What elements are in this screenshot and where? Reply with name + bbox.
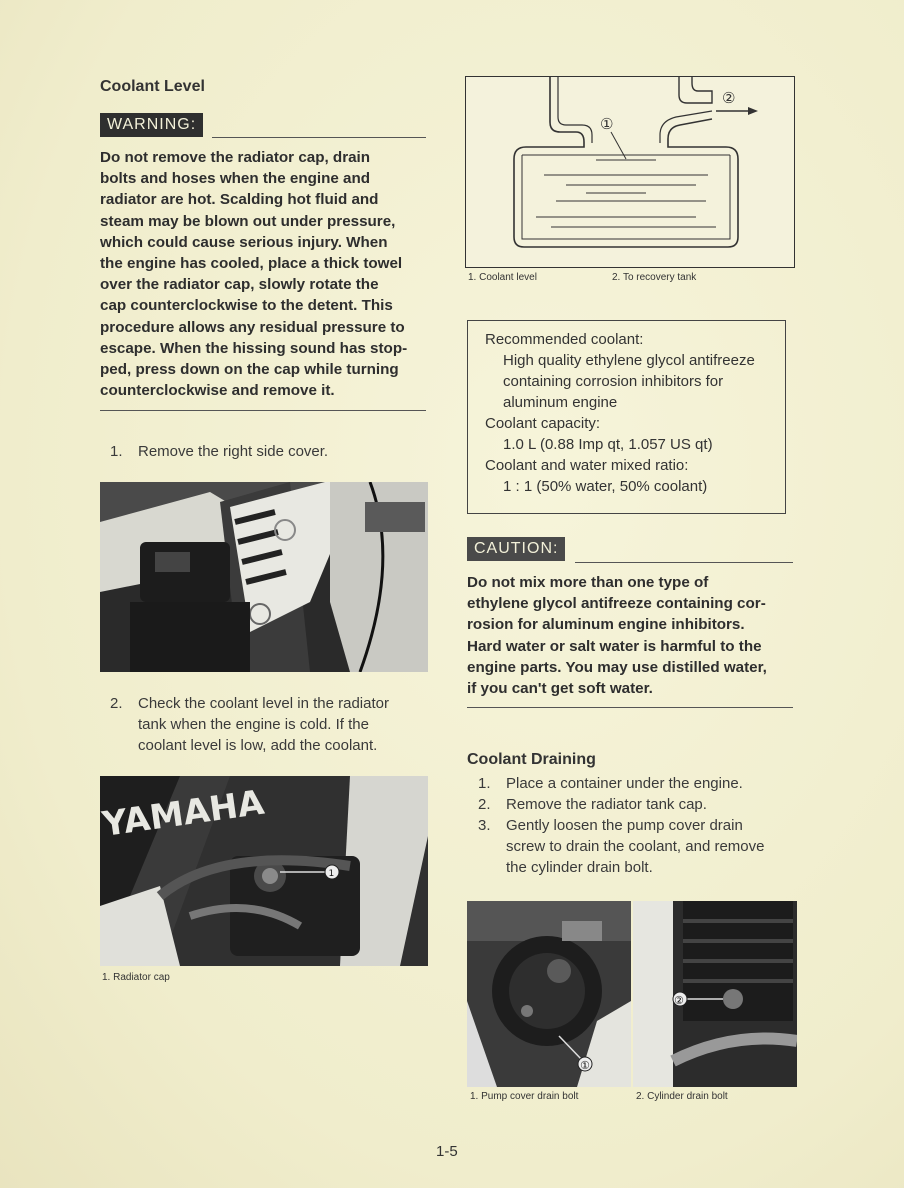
warning-line: the engine has cooled, place a thick towel — [100, 255, 403, 273]
right-side-cover-image — [100, 482, 428, 672]
coolant-level-step-1 — [110, 441, 440, 462]
radiator-cap-photo — [100, 776, 428, 966]
cylinder-drain-photo — [633, 901, 797, 1087]
spec-line: containing corrosion inhibitors for — [503, 373, 724, 390]
coolant-spec-box — [467, 320, 786, 514]
warning-line: counterclockwise and remove it. — [100, 382, 335, 400]
coolant-level-callout: ① — [600, 115, 614, 133]
right-side-cover-photo — [100, 482, 428, 672]
step-number: 2. — [478, 796, 491, 813]
yamaha-logo-text: YAMAHA — [100, 782, 267, 845]
caution-line: Do not mix more than one type of — [467, 574, 709, 591]
step-text-line: Gently loosen the pump cover drain — [506, 817, 743, 834]
pump-cover-image — [467, 901, 631, 1087]
coolant-level-title: Coolant Level — [100, 78, 205, 95]
caution-bottom-rule — [467, 707, 793, 708]
step-item — [110, 441, 440, 462]
caution-line: if you can't get soft water. — [467, 680, 653, 698]
radiator-cap-callout: 1 — [328, 869, 335, 879]
coolant-level-step-2 — [110, 693, 440, 756]
coolant-tank-drawing — [466, 77, 794, 267]
caution-label: CAUTION: — [467, 537, 565, 561]
step-text — [506, 815, 808, 878]
draining-caption-2: 2. Cylinder drain bolt — [636, 1091, 728, 1102]
step-text-line: tank when the engine is cold. If the — [138, 716, 369, 733]
step-text — [138, 441, 440, 462]
step-item — [478, 794, 808, 815]
radiator-cap-image — [100, 776, 428, 966]
warning-line: steam may be blown out under pressure, — [100, 212, 396, 230]
caution-top-rule — [575, 562, 793, 563]
caution-line: rosion for aluminum engine inhibitors. — [467, 616, 745, 634]
step-text-line: Remove the radiator tank cap. — [506, 796, 707, 813]
warning-bottom-rule — [100, 410, 426, 411]
step-text — [138, 693, 440, 756]
step-item — [478, 815, 808, 878]
step-number: 1. — [110, 443, 123, 460]
warning-text — [100, 147, 430, 401]
step-text — [506, 794, 808, 815]
spec-line: Coolant and water mixed ratio: — [485, 457, 689, 474]
warning-label: WARNING: — [100, 113, 203, 137]
spec-line: Coolant capacity: — [485, 415, 601, 432]
step-text-line: Place a container under the engine. — [506, 775, 743, 792]
coolant-draining-title: Coolant Draining — [467, 751, 596, 768]
caution-text — [467, 572, 797, 699]
spec-line: aluminum engine — [503, 394, 618, 411]
cylinder-drain-image — [633, 901, 797, 1087]
coolant-draining-steps — [478, 773, 808, 878]
step-text-line: the cylinder drain bolt. — [506, 859, 653, 876]
step-number: 1. — [478, 775, 491, 792]
warning-top-rule — [212, 137, 426, 138]
recovery-tank-callout: ② — [722, 89, 736, 107]
step-item — [110, 693, 440, 756]
spec-line: Recommended coolant: — [485, 331, 644, 348]
step-text-line: coolant level is low, add the coolant. — [138, 737, 378, 754]
diagram-caption-1: 1. Coolant level — [468, 272, 537, 283]
pump-cover-photo — [467, 901, 631, 1087]
step-text-line: Remove the right side cover. — [138, 443, 329, 460]
warning-line: bolts and hoses when the engine and — [100, 170, 371, 188]
radiator-cap-caption: 1. Radiator cap — [102, 972, 170, 983]
spec-line: High quality ethylene glycol antifreeze — [503, 352, 755, 369]
caution-line: Hard water or salt water is harmful to the — [467, 637, 762, 655]
page-number: 1-5 — [436, 1143, 458, 1160]
warning-line: procedure allows any residual pressure to — [100, 318, 405, 336]
draining-caption-1: 1. Pump cover drain bolt — [470, 1091, 579, 1102]
pump-cover-callout: ① — [580, 1059, 590, 1072]
warning-line: cap counterclockwise to the detent. This — [100, 297, 393, 315]
warning-line: ped, press down on the cap while turning — [100, 361, 399, 379]
step-text — [506, 773, 808, 794]
warning-line: escape. When the hissing sound has stop- — [100, 339, 408, 357]
warning-line: Do not remove the radiator cap, drain — [100, 149, 371, 166]
spec-line: 1 : 1 (50% water, 50% coolant) — [503, 478, 708, 495]
coolant-tank-diagram — [465, 76, 795, 268]
step-text-line: screw to drain the coolant, and remove — [506, 838, 765, 855]
step-item — [478, 773, 808, 794]
spec-line: 1.0 L (0.88 Imp qt, 1.057 US qt) — [503, 436, 713, 453]
step-number: 3. — [478, 817, 491, 834]
step-number: 2. — [110, 695, 123, 712]
warning-line: over the radiator cap, slowly rotate the — [100, 276, 379, 294]
cylinder-drain-callout: ② — [674, 994, 684, 1007]
diagram-caption-2: 2. To recovery tank — [612, 272, 697, 283]
warning-line: which could cause serious injury. When — [100, 233, 388, 251]
warning-line: radiator are hot. Scalding hot fluid and — [100, 191, 379, 209]
step-text-line: Check the coolant level in the radiator — [138, 695, 389, 712]
caution-line: ethylene glycol antifreeze containing cor- — [467, 595, 766, 613]
caution-line: engine parts. You may use distilled water, — [467, 658, 767, 676]
